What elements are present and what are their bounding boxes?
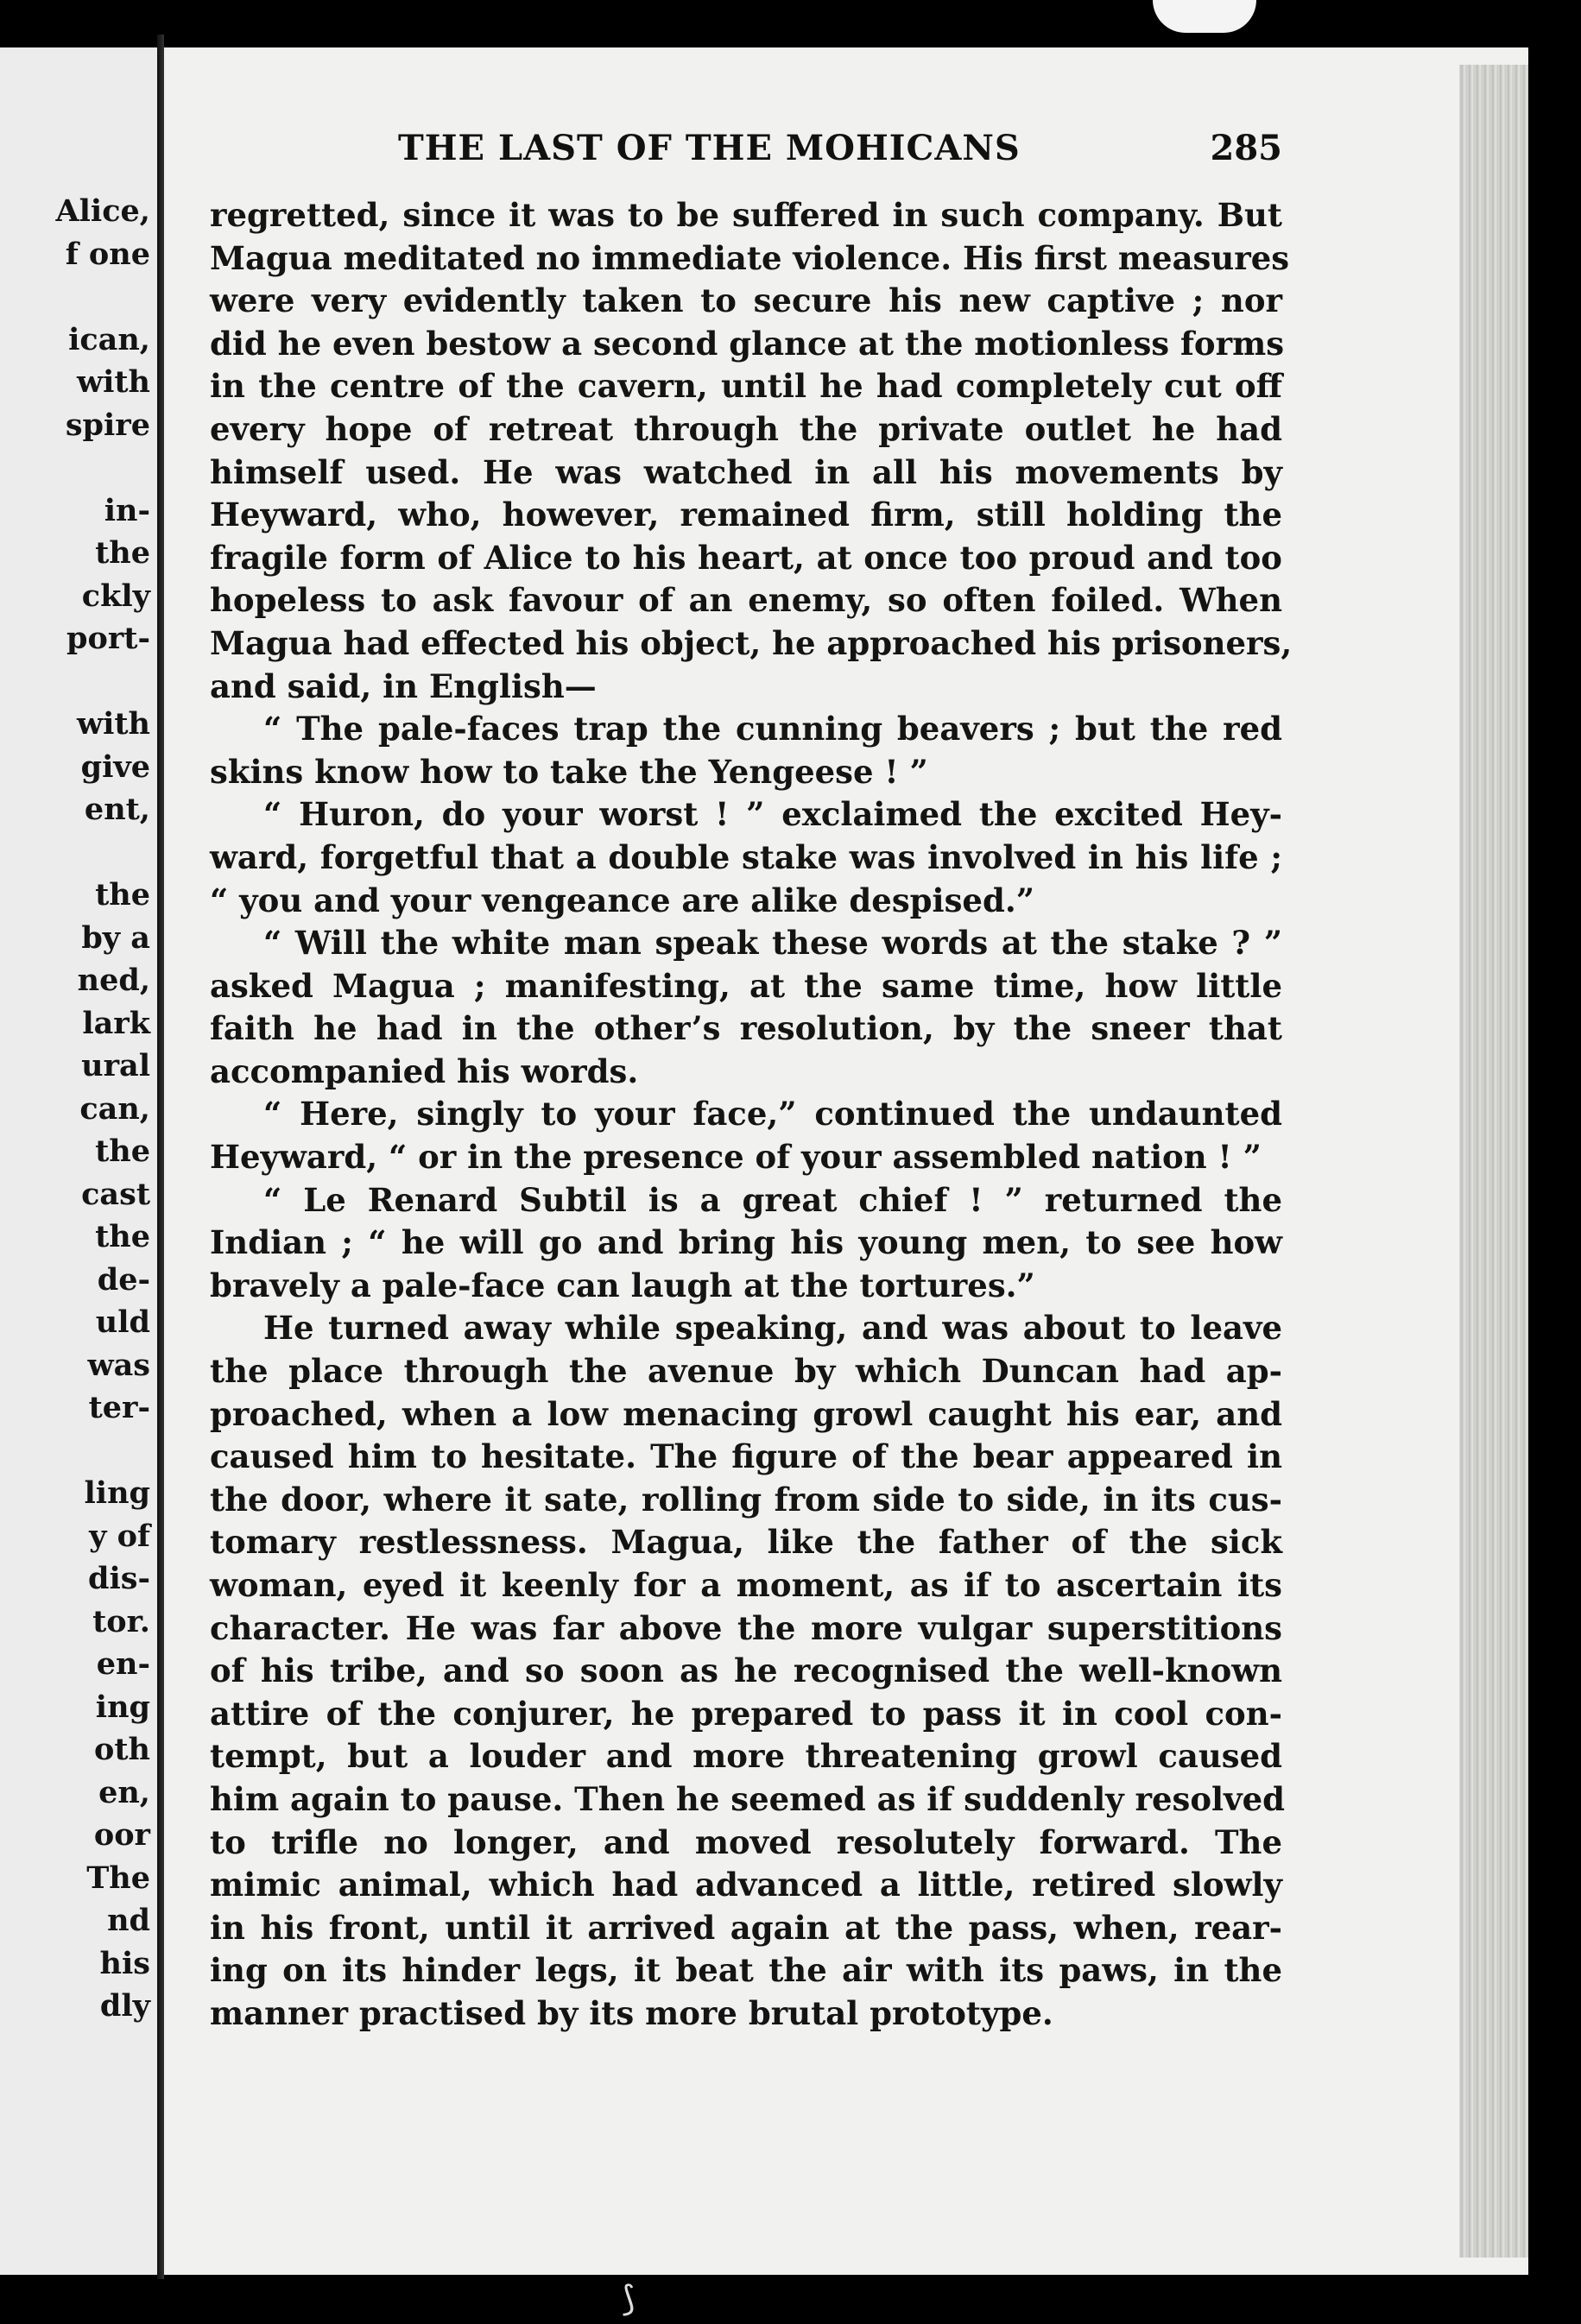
left-line-fragment: tor.	[92, 1603, 150, 1639]
left-line-fragment: lark	[82, 1005, 150, 1041]
text-line: to trifle no longer, and moved resolutely forward. The	[210, 1822, 1282, 1861]
left-page-text-fragments	[55, 190, 150, 2028]
text-line: “ Will the white man speak these words at the stake ? ”	[263, 924, 1282, 963]
text-line: the place through the avenue by which Duncan had ap-	[210, 1352, 1282, 1391]
text-line: fragile form of Alice to his heart, at once too proud and too	[210, 538, 1282, 577]
text-line: character. He was far above the more vulgar superstitions	[210, 1608, 1282, 1647]
left-line-fragment	[55, 831, 150, 875]
left-line-fragment: by a	[81, 919, 150, 956]
left-line-fragment: ican,	[68, 321, 150, 357]
left-line-fragment: ling	[84, 1475, 150, 1511]
text-line: Heyward, who, however, remained firm, still holding the	[210, 496, 1282, 534]
left-line-fragment	[55, 275, 150, 319]
text-line: “ Le Renard Subtil is a great chief ! ” returned the	[263, 1180, 1282, 1219]
left-line-fragment: the	[95, 1219, 150, 1254]
text-line: of his tribe, and so soon as he recognised the well-known	[210, 1651, 1282, 1690]
text-line: the door, where it sate, rolling from side to side, in its cus-	[210, 1480, 1282, 1519]
left-line-fragment: ter-	[88, 1390, 150, 1425]
left-line-fragment: his	[99, 1945, 150, 1981]
text-line: tomary restlessness. Magua, like the father of the sick	[210, 1523, 1282, 1562]
left-line-fragment: was	[87, 1347, 150, 1383]
left-line-fragment: port-	[66, 621, 150, 656]
left-line-fragment: give	[80, 748, 150, 785]
body-text	[210, 194, 1293, 2036]
text-line: Heyward, “ or in the presence of your assembled nation ! ”	[210, 1138, 1262, 1177]
text-line: He turned away while speaking, and was about to leave	[263, 1309, 1282, 1348]
left-line-fragment: f one	[65, 236, 150, 272]
text-line: “ Huron, do your worst ! ” exclaimed the excited Hey-	[263, 795, 1282, 834]
left-line-fragment: can,	[79, 1090, 150, 1127]
text-line: attire of the conjurer, he prepared to pass it in cool con-	[210, 1694, 1282, 1733]
scan-artifact	[1153, 0, 1256, 33]
left-line-fragment: the	[95, 877, 150, 913]
scan-mark: ⟆	[622, 2279, 636, 2319]
left-line-fragment: dly	[99, 1988, 150, 2024]
left-line-fragment: uld	[95, 1304, 150, 1340]
left-line-fragment: nd	[107, 1903, 150, 1938]
text-line: hopeless to ask favour of an enemy, so often foiled. When	[210, 581, 1282, 620]
text-line: mimic animal, which had advanced a little, retired slowly	[210, 1866, 1282, 1904]
text-line: manner practised by its more brutal prototype.	[210, 1993, 1053, 2032]
text-line: himself used. He was watched in all his movements by	[210, 452, 1282, 491]
text-line: faith he had in the other’s resolution, by the sneer that	[210, 1009, 1282, 1048]
left-page	[0, 47, 157, 2275]
left-line-fragment: spire	[65, 407, 150, 443]
left-line-fragment: y of	[89, 1518, 150, 1554]
text-line: were very evidently taken to secure his new captive ; nor	[210, 281, 1282, 320]
left-line-fragment: The	[86, 1860, 150, 1896]
text-line: asked Magua ; manifesting, at the same time, how little	[210, 966, 1282, 1005]
book-gutter	[157, 35, 164, 2279]
text-line: tempt, but a louder and more threatening growl caused	[210, 1737, 1282, 1776]
text-line: Magua meditated no immediate violence. His first measures	[210, 238, 1290, 277]
text-line: and said, in English—	[210, 666, 597, 705]
text-line: proached, when a low menacing growl caught his ear, and	[210, 1394, 1282, 1433]
page-edge-stack	[1459, 65, 1528, 2258]
text-line: skins know how to take the Yengeese ! ”	[210, 752, 928, 791]
left-line-fragment: ent,	[84, 792, 150, 827]
left-line-fragment: Alice,	[55, 193, 150, 229]
text-line: “ Here, singly to your face,” continued the undaunted	[263, 1095, 1282, 1134]
running-title: THE LAST OF THE MOHICANS	[398, 128, 1021, 168]
text-line: Magua had effected his object, he approached his prisoners,	[210, 623, 1293, 662]
text-line: woman, eyed it keenly for a moment, as if to ascertain its	[210, 1566, 1282, 1604]
left-line-fragment: cast	[81, 1176, 150, 1212]
text-line: in the centre of the cavern, until he had completely cut off	[210, 367, 1282, 406]
text-line: “ you and your vengeance are alike despised.”	[210, 881, 1034, 919]
left-line-fragment: ckly	[81, 578, 150, 614]
left-line-fragment	[55, 446, 150, 489]
left-line-fragment: en,	[98, 1774, 150, 1810]
text-line: ing on its hinder legs, it beat the air with its paws, in the	[210, 1951, 1282, 1990]
text-line: accompanied his words.	[210, 1051, 639, 1090]
left-line-fragment	[55, 660, 150, 704]
running-head	[210, 128, 1282, 180]
page-number: 285	[1210, 128, 1282, 168]
left-line-fragment: en-	[96, 1646, 150, 1682]
left-line-fragment: de-	[97, 1261, 150, 1298]
left-line-fragment: dis-	[88, 1561, 150, 1596]
left-line-fragment: in-	[104, 492, 150, 528]
text-line: “ The pale-faces trap the cunning beavers ; but the red	[263, 710, 1282, 748]
text-line: every hope of retreat through the private outlet he had	[210, 409, 1282, 448]
left-line-fragment: the	[95, 1134, 150, 1169]
left-line-fragment: the	[95, 535, 150, 571]
text-line: caused him to hesitate. The figure of the bear appeared in	[210, 1437, 1282, 1476]
left-line-fragment: with	[76, 364, 150, 400]
text-line: him again to pause. Then he seemed as if suddenly resolved	[210, 1779, 1286, 1818]
text-line: ward, forgetful that a double stake was involved in his life ;	[210, 837, 1282, 876]
text-line: bravely a pale-face can laugh at the tortures.”	[210, 1266, 1035, 1304]
text-line: regretted, since it was to be suffered in such company. But	[210, 196, 1282, 234]
left-line-fragment: ing	[95, 1689, 150, 1725]
text-line: did he even bestow a second glance at the motionless forms	[210, 324, 1285, 363]
left-line-fragment	[55, 1430, 150, 1473]
left-line-fragment: oor	[93, 1817, 150, 1853]
text-line: Indian ; “ he will go and bring his young men, to see how	[210, 1223, 1282, 1262]
text-line: in his front, until it arrived again at the pass, when, rear-	[210, 1908, 1282, 1947]
left-line-fragment: ned,	[77, 963, 150, 998]
left-line-fragment: with	[76, 706, 150, 742]
left-line-fragment: ural	[81, 1048, 150, 1083]
left-line-fragment: oth	[94, 1732, 150, 1767]
